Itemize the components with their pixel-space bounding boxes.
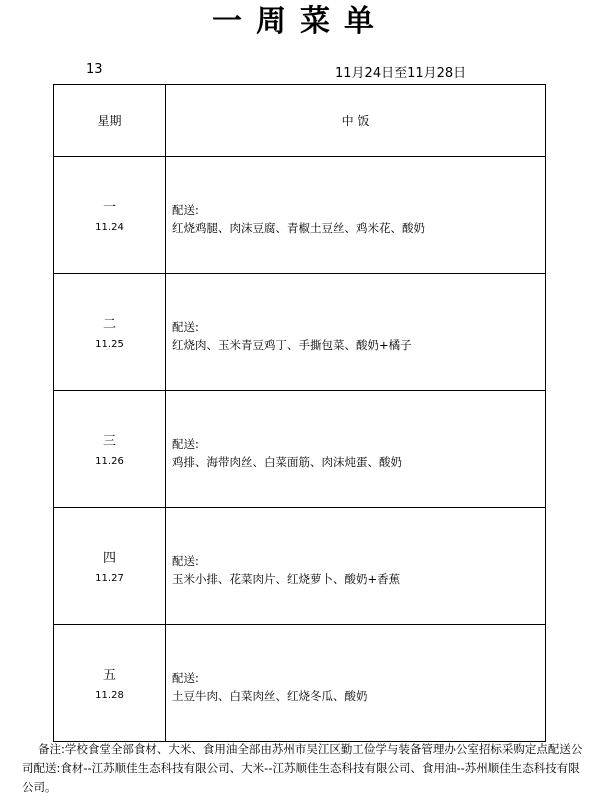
day-name: 三 [102,433,116,449]
day-date: 11.28 [95,689,124,701]
table-row [54,157,546,274]
date-range: 11月24日至11月28日 [335,66,467,81]
day-name: 二 [102,316,116,332]
delivery-label: 配送: [172,320,199,334]
delivery-label: 配送: [172,671,199,685]
table-row [54,391,546,508]
day-date: 11.24 [95,221,124,233]
table-header-row [54,85,546,157]
page-title: 一周菜单 [212,4,388,39]
dish-list: 红烧鸡腿、肉沫豆腐、青椒土豆丝、鸡米花、酸奶 [172,221,425,235]
table-row [54,508,546,625]
header-lunch: 中 饭 [166,85,546,157]
delivery-label: 配送: [172,437,199,451]
day-date: 11.25 [95,338,124,350]
day-cell [54,157,166,274]
day-date: 11.27 [95,572,124,584]
footer-note: 备注:学校食堂全部食材、大米、食用油全部由苏州市吴江区勤工俭学与装备管理办公室招标采购定点配送公司配送:食材--江苏顺佳生态科技有限公司、大米--江苏顺佳生态科技有限公司、食用油--苏州顺佳生态科技有限公司。 [22,742,583,794]
meal-cell [166,157,546,274]
day-cell [54,625,166,742]
table-row [54,625,546,742]
menu-table [53,84,546,742]
day-cell [54,274,166,391]
delivery-label: 配送: [172,554,199,568]
delivery-label: 配送: [172,203,199,217]
meal-cell [166,391,546,508]
dish-list: 鸡排、海带肉丝、白菜面筋、肉沫炖蛋、酸奶 [172,455,402,469]
day-name: 四 [102,550,116,566]
meal-cell [166,625,546,742]
day-date: 11.26 [95,455,124,467]
week-number: 13 [86,62,103,77]
table-row [54,274,546,391]
header-weekday: 星期 [54,85,166,157]
day-cell [54,508,166,625]
dish-list: 玉米小排、花菜肉片、红烧萝卜、酸奶+香蕉 [172,572,401,586]
day-cell [54,391,166,508]
dish-list: 红烧肉、玉米青豆鸡丁、手撕包菜、酸奶+橘子 [172,338,412,352]
day-name: 五 [102,667,116,683]
dish-list: 土豆牛肉、白菜肉丝、红烧冬瓜、酸奶 [172,689,368,703]
meal-cell [166,508,546,625]
day-name: 一 [102,199,116,215]
meal-cell [166,274,546,391]
